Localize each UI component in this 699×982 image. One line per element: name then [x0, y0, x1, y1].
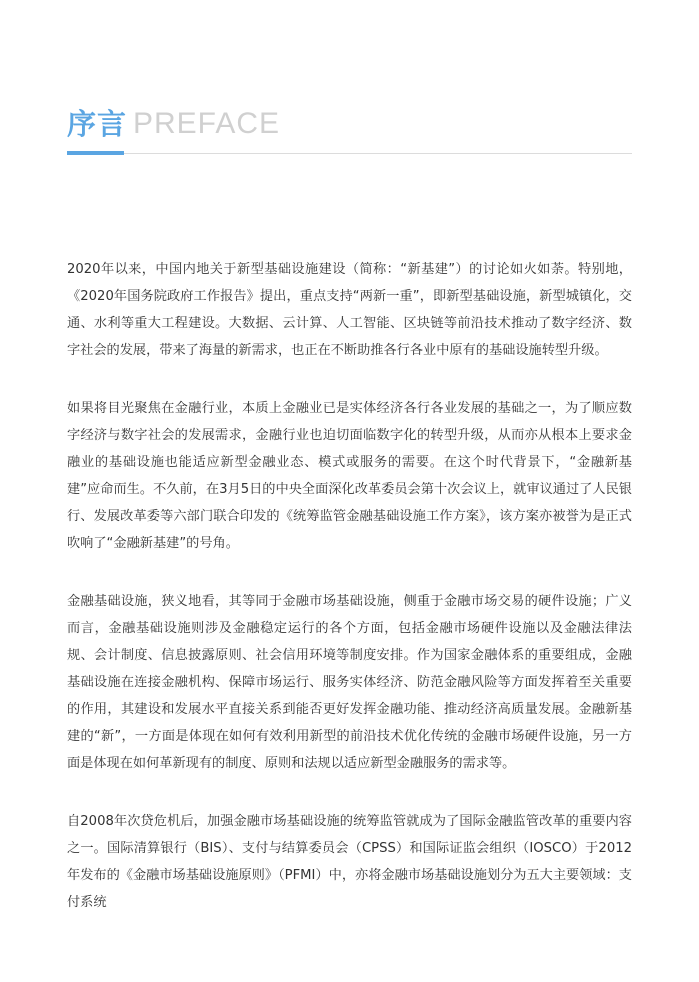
page-title: 序言: [67, 107, 128, 141]
paragraph-2: 如果将目光聚焦在金融行业，本质上金融业已是实体经济各行各业发展的基础之一，为了顺应数字经济与数字社会的发展需求，金融行业也迫切面临数字化的转型升级，从而亦从根本上要求金融业的基础设施也能适应新型金融业态、模式或服务的需要。在这个时代背景下，“金融新基建”应命而生。不久前，在3月5日的中央全面深化改革委员会第十次会议上，就审议通过了人民银行、发展改革委等六部门联合印发的《统筹监管金融基础设施工作方案》，该方案亦被誉为是正式吹响了“金融新基建”的号角。: [67, 401, 632, 551]
paragraph-3: 金融基础设施，狭义地看，其等同于金融市场基础设施，侧重于金融市场交易的硬件设施；广义而言，金融基础设施则涉及金融稳定运行的各个方面，包括金融市场硬件设施以及金融法律法规、会计制度、信息披露原则、社会信用环境等制度安排。作为国家金融体系的重要组成，金融基础设施在连接金融机构、保障市场运行、服务实体经济、防范金融风险等方面发挥着至关重要的作用，其建设和发展水平直接关系到能否更好发挥金融功能、推动经济高质量发展。金融新基建的“新”，一方面是体现在如何有效利用新型的前沿技术优化传统的金融市场硬件设施，另一方面是体现在如何革新现有的制度、原则和法规以适应新型金融服务的需求等。: [67, 594, 632, 771]
preface-body: [67, 256, 632, 947]
header-divider: [67, 153, 632, 154]
page-header: [67, 104, 632, 156]
page-subtitle: PREFACE: [133, 107, 281, 140]
header-accent-bar: [67, 151, 124, 155]
paragraph-4: 自2008年次贷危机后，加强金融市场基础设施的统筹监管就成为了国际金融监管改革的重要内容之一。国际清算银行（BIS）、支付与结算委员会（CPSS）和国际证监会组织（IOSCO）于2012年发布的《金融市场基础设施原则》（PFMI）中，亦将金融市场基础设施划分为五大主要领域：支付系统: [67, 814, 632, 910]
paragraph-1: 2020年以来，中国内地关于新型基础设施建设（简称：“新基建”）的讨论如火如荼。特别地，《2020年国务院政府工作报告》提出，重点支持“两新一重”，即新型基础设施，新型城镇化，交通、水利等重大工程建设。大数据、云计算、人工智能、区块链等前沿技术推动了数字经济、数字社会的发展，带来了海量的新需求，也正在不断助推各行各业中原有的基础设施转型升级。: [67, 262, 632, 358]
